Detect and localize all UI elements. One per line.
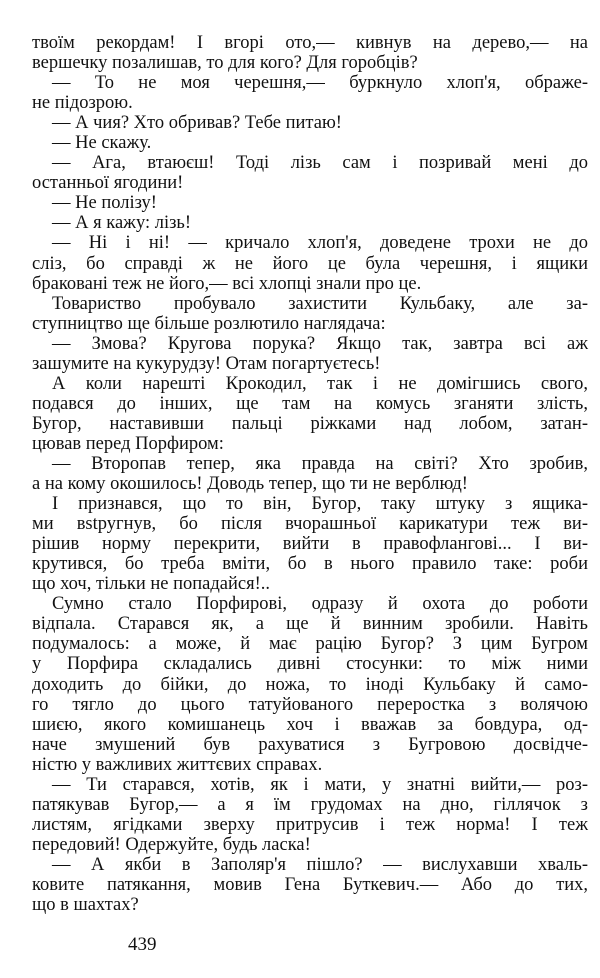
text-line: ми вstругнув, бо після вчорашньої карикатури теж ви- — [32, 514, 588, 535]
text-line: рішив норму перекрити, вийти в правофлангові... І ви- — [32, 534, 588, 555]
text-line: у Порфира складались дивні стосунки: то між ними — [32, 654, 588, 675]
text-line: не підозрою. — [32, 93, 133, 114]
text-line: шиєю, якого комишанець хоч і вважав за бовдура, од- — [32, 714, 588, 735]
text-line: — Не скажу. — [52, 133, 152, 154]
text-line: — А я кажу: лізь! — [52, 213, 191, 234]
page-number: 439 — [128, 934, 157, 955]
text-line: ковите патякання, мовив Гена Буткевич.— Або до тих, — [32, 874, 588, 895]
text-line: Бугор, наставивши пальці ріжками над лобом, затан- — [32, 413, 588, 434]
text-line: доходить до бійки, до ножа, то іноді Кульбаку й само- — [32, 674, 588, 695]
text-line: твоїм рекордам! І вгорі ото,— кивнув на дерево,— на — [32, 33, 588, 53]
text-line: — Второпав тепер, яка правда на світі? Хто зробив, — [52, 453, 588, 474]
text-line: — А якби в Заполяр'я пішло? — вислухавши хваль- — [52, 854, 588, 875]
text-line: Товариство пробувало захистити Кульбаку, але за- — [52, 293, 588, 314]
text-line: А коли нарешті Крокодил, так і не домігшись свого, — [52, 373, 588, 394]
text-line: останньої ягодини! — [32, 173, 184, 194]
text-line: патякував Бугор,— а я їм грудомах на дно, гіллячок з — [32, 794, 588, 815]
text-line: Сумно стало Порфирові, одразу й охота до роботи — [52, 594, 588, 615]
text-line: — Не полізу! — [52, 193, 157, 214]
text-line: сліз, бо справді ж не його це була черешня, і ящики — [32, 253, 588, 274]
text-line: а на кому окошилось! Доводь тепер, що ти не верблюд! — [32, 474, 468, 495]
text-line: вершечку позалишав, то для кого? Для горобців? — [32, 53, 418, 74]
text-line: — Ага, втаюєш! Тоді лізь сам і позривай мені до — [52, 153, 588, 174]
text-line: листям, ягідками зверху притрусив і теж норма! І теж — [32, 814, 588, 835]
text-line: ступництво ще більше розлютило наглядача: — [32, 313, 386, 334]
text-line: І признався, що то він, Бугор, таку штуку з ящика- — [52, 494, 588, 515]
text-line: — Ти старався, хотів, як і мати, у знатні вийти,— роз- — [52, 774, 588, 795]
text-line: наче змушений був рахуватися з Бугровою досвідче- — [32, 734, 588, 755]
text-line: го тягло до цього татуйованого переростка з волячою — [32, 694, 588, 715]
text-line: — То не моя черешня,— буркнуло хлоп'я, ображе- — [52, 73, 588, 94]
text-line: що хоч, тільки не попадайся!.. — [32, 574, 271, 595]
page-text — [32, 33, 588, 915]
text-line: подався до інших, ще там на комусь зганяти злість, — [32, 393, 588, 414]
text-line: крутився, бо треба вміти, бо в нього правило таке: роби — [32, 554, 588, 575]
text-line: що в шахтах? — [32, 895, 139, 916]
text-line: ністю у важливих життєвих справах. — [32, 754, 323, 775]
text-line: — А чия? Хто обривав? Тебе питаю! — [52, 113, 342, 134]
text-line: відпала. Старався як, а ще й винним зробили. Навіть — [32, 614, 588, 635]
text-line: передовий! Одержуйте, будь ласка! — [32, 834, 311, 855]
text-line: цював перед Порфиром: — [32, 433, 224, 454]
text-line: подумалось: а може, й має рацію Бугор? З цим Бугром — [32, 634, 588, 655]
text-line: браковані теж не його,— всі хлопці знали про це. — [32, 273, 422, 294]
text-line: — Змова? Кругова порука? Якщо так, завтра всі аж — [52, 333, 588, 354]
text-line: зашумите на кукурудзу! Отам погартуєтесь! — [32, 353, 381, 374]
text-line: — Ні і ні! — кричало хлоп'я, доведене трохи не до — [52, 233, 588, 254]
